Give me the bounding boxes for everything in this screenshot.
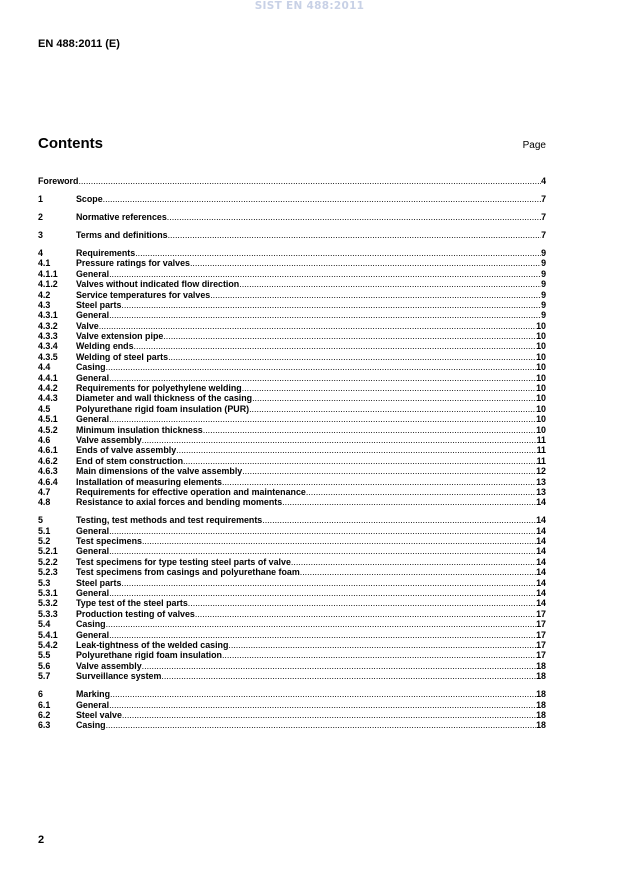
toc-dot-leader (228, 640, 536, 650)
toc-entry-title: Valve assembly (76, 434, 142, 445)
toc-entry-title: Service temperatures for valves (76, 289, 211, 300)
contents-title: Contents (38, 135, 103, 152)
toc-entry-page: 14 (536, 567, 546, 578)
toc-entry-number: 4.3.3 (38, 331, 58, 342)
toc-dot-leader (163, 331, 536, 341)
toc-entry-number: 5.2 (38, 536, 51, 547)
toc-entry-title: Test specimens for type testing steel parts of valve (76, 556, 291, 567)
table-of-contents (38, 176, 546, 731)
toc-entry-page: 10 (536, 403, 546, 414)
toc-entry-page: 18 (536, 720, 546, 731)
toc-entry-title: Valves without indicated flow direction (76, 279, 240, 290)
toc-entry-title: Requirements (76, 247, 136, 258)
toc-dot-leader (168, 352, 536, 362)
toc-entry[interactable] (38, 487, 546, 497)
toc-entry-title: Normative references (76, 211, 167, 222)
toc-entry-page: 18 (536, 709, 546, 720)
toc-dot-leader (190, 258, 541, 268)
toc-entry-page: 17 (536, 639, 546, 650)
toc-entry-number: 4.4.2 (38, 383, 58, 394)
toc-entry-page: 14 (536, 598, 546, 609)
toc-entry[interactable] (38, 578, 546, 588)
toc-entry-title: General (76, 268, 110, 279)
toc-entry-number: 5.5 (38, 650, 51, 661)
toc-entry-number: 5.4.1 (38, 629, 58, 640)
toc-entry-number: 4.1.1 (38, 268, 58, 279)
toc-entry[interactable] (38, 362, 546, 372)
toc-dot-leader (242, 383, 536, 393)
toc-entry-number: 4.6.4 (38, 476, 58, 487)
toc-entry-page: 18 (536, 671, 546, 682)
toc-entry[interactable] (38, 321, 546, 331)
toc-dot-leader (300, 567, 536, 577)
toc-entry-title: Scope (76, 193, 103, 204)
toc-entry-number: 2 (38, 211, 43, 222)
toc-entry-title: Valve extension pipe (76, 331, 164, 342)
toc-entry-title: Leak-tightness of the welded casing (76, 639, 229, 650)
toc-entry-title: Requirements for polyethylene welding (76, 383, 242, 394)
toc-entry-page: 13 (536, 476, 546, 487)
toc-entry-number: 5.3.2 (38, 598, 58, 609)
toc-entry-number: 4 (38, 247, 43, 258)
toc-entry-title: Terms and definitions (76, 229, 168, 240)
toc-dot-leader (249, 404, 536, 414)
toc-entry[interactable] (38, 248, 546, 258)
toc-entry-page: 18 (536, 699, 546, 710)
toc-dot-leader (103, 194, 541, 204)
toc-entry-page: 9 (541, 289, 546, 300)
toc-entry[interactable] (38, 331, 546, 341)
toc-dot-leader (142, 536, 536, 546)
toc-entry-page: 4 (541, 176, 546, 186)
toc-entry-number: 4.6.2 (38, 455, 58, 466)
toc-entry[interactable] (38, 710, 546, 720)
toc-entry-page: 14 (536, 536, 546, 547)
toc-entry-number: 5 (38, 515, 43, 526)
toc-entry[interactable] (38, 194, 546, 204)
document-id: EN 488:2011 (E) (38, 38, 120, 50)
toc-entry-page: 17 (536, 650, 546, 661)
toc-entry[interactable] (38, 393, 546, 403)
toc-entry-number: 5.3.1 (38, 588, 58, 599)
toc-entry-number: 4.7 (38, 486, 51, 497)
toc-entry[interactable] (38, 536, 546, 546)
toc-entry-number: 4.6.3 (38, 466, 58, 477)
toc-entry-title: General (76, 310, 110, 321)
toc-entry[interactable] (38, 720, 546, 730)
toc-entry-page: 9 (541, 299, 546, 310)
toc-entry-page: 10 (536, 362, 546, 373)
toc-entry-number: 4.6.1 (38, 445, 58, 456)
toc-entry-title: Welding of steel parts (76, 351, 169, 362)
toc-dot-leader (110, 689, 536, 699)
toc-entry-page: 10 (536, 341, 546, 352)
toc-entry[interactable] (38, 640, 546, 650)
toc-entry-page: 7 (541, 193, 546, 204)
toc-entry-page: 10 (536, 331, 546, 342)
toc-entry-title: Valve assembly (76, 660, 142, 671)
toc-dot-leader (262, 515, 536, 525)
toc-entry-page: 10 (536, 320, 546, 331)
toc-entry[interactable] (38, 341, 546, 351)
toc-entry-title: Resistance to axial forces and bending moments (76, 497, 283, 508)
toc-dot-leader (106, 619, 537, 629)
toc-dot-leader (176, 445, 536, 455)
toc-entry-title: Foreword (38, 176, 79, 186)
toc-dot-leader (168, 230, 542, 240)
toc-entry-number: 6.3 (38, 720, 51, 731)
toc-dot-leader (121, 300, 541, 310)
toc-dot-leader (183, 456, 537, 466)
toc-entry-page: 7 (541, 229, 546, 240)
toc-dot-leader (106, 720, 537, 730)
toc-dot-leader (122, 710, 536, 720)
toc-dot-leader (109, 588, 536, 598)
toc-dot-leader (78, 176, 541, 186)
toc-entry-page: 12 (536, 466, 546, 477)
toc-entry-title: Valve (76, 320, 99, 331)
watermark: SIST EN 488:2011 (254, 0, 365, 12)
toc-entry-title: Main dimensions of the valve assembly (76, 466, 243, 477)
toc-entry-title: Type test of the steel parts (76, 598, 188, 609)
toc-entry[interactable] (38, 466, 546, 476)
toc-entry-page: 11 (536, 434, 546, 445)
toc-entry-page: 11 (536, 455, 546, 466)
toc-entry-number: 4.5.2 (38, 424, 58, 435)
toc-entry-number: 4.4 (38, 362, 51, 373)
toc-entry[interactable] (38, 567, 546, 577)
toc-entry-number: 4.5.1 (38, 414, 58, 425)
toc-entry-title: Casing (76, 720, 106, 731)
toc-entry[interactable] (38, 269, 546, 279)
toc-entry-number: 5.2.2 (38, 556, 58, 567)
toc-entry-title: Requirements for effective operation and maintenance (76, 486, 306, 497)
toc-entry-title: Test specimens (76, 536, 142, 547)
toc-entry[interactable] (38, 526, 546, 536)
toc-entry-page: 14 (536, 546, 546, 557)
toc-entry[interactable] (38, 445, 546, 455)
toc-dot-leader (188, 598, 536, 608)
toc-entry[interactable] (38, 598, 546, 608)
toc-dot-leader (222, 650, 536, 660)
toc-entry-number: 5.4 (38, 619, 51, 630)
toc-entry-page: 14 (536, 515, 546, 526)
toc-entry-title: Test specimens from casings and polyurethane foam (76, 567, 300, 578)
toc-entry[interactable] (38, 373, 546, 383)
toc-entry[interactable] (38, 279, 546, 289)
toc-entry-number: 4.4.1 (38, 372, 58, 383)
toc-entry-page: 9 (541, 310, 546, 321)
toc-entry-page: 9 (541, 279, 546, 290)
toc-entry[interactable] (38, 383, 546, 393)
toc-entry-number: 4.4.3 (38, 393, 58, 404)
toc-dot-leader (161, 671, 536, 681)
toc-dot-leader (142, 435, 537, 445)
toc-entry-number: 6 (38, 689, 43, 700)
toc-dot-leader (291, 557, 536, 567)
toc-entry[interactable] (38, 630, 546, 640)
toc-entry-title: Steel valve (76, 709, 122, 720)
toc-dot-leader (210, 290, 541, 300)
toc-entry-number: 4.1.2 (38, 279, 58, 290)
toc-entry-number: 4.5 (38, 403, 51, 414)
toc-entry-title: Production testing of valves (76, 608, 195, 619)
toc-entry-number: 5.2.1 (38, 546, 58, 557)
toc-dot-leader (109, 526, 536, 536)
toc-dot-leader (109, 546, 536, 556)
toc-dot-leader (106, 362, 537, 372)
toc-dot-leader (109, 630, 536, 640)
toc-entry-number: 5.3 (38, 577, 51, 588)
toc-entry-number: 4.8 (38, 497, 51, 508)
toc-entry-title: General (76, 372, 110, 383)
toc-entry-page: 18 (536, 689, 546, 700)
toc-entry-title: General (76, 629, 110, 640)
toc-entry-page: 10 (536, 351, 546, 362)
toc-entry-title: Testing, test methods and test requirements (76, 515, 263, 526)
toc-entry-number: 4.3.5 (38, 351, 58, 362)
toc-entry-title: General (76, 546, 110, 557)
toc-entry[interactable] (38, 671, 546, 681)
toc-dot-leader (121, 578, 536, 588)
toc-entry-title: Pressure ratings for valves (76, 258, 190, 269)
toc-entry[interactable] (38, 290, 546, 300)
toc-entry-number: 5.4.2 (38, 639, 58, 650)
toc-entry-page: 13 (536, 486, 546, 497)
toc-dot-leader (195, 609, 536, 619)
toc-entry[interactable] (38, 477, 546, 487)
toc-entry-page: 9 (541, 268, 546, 279)
toc-entry-page: 14 (536, 556, 546, 567)
toc-dot-leader (242, 466, 536, 476)
toc-entry-number: 5.7 (38, 671, 51, 682)
toc-entry-page: 17 (536, 608, 546, 619)
toc-entry[interactable] (38, 425, 546, 435)
toc-entry[interactable] (38, 689, 546, 699)
toc-entry-title: Installation of measuring elements (76, 476, 222, 487)
toc-entry-number: 6.1 (38, 699, 51, 710)
toc-dot-leader (99, 321, 536, 331)
toc-entry-page: 10 (536, 414, 546, 425)
toc-dot-leader (282, 497, 536, 507)
toc-entry-page: 9 (541, 247, 546, 258)
page-column-label: Page (522, 140, 546, 151)
toc-entry[interactable] (38, 230, 546, 240)
toc-dot-leader (142, 661, 536, 671)
toc-entry-number: 6.2 (38, 709, 51, 720)
toc-entry-title: Minimum insulation thickness (76, 424, 203, 435)
toc-entry-title: Steel parts (76, 577, 122, 588)
toc-entry[interactable] (38, 557, 546, 567)
toc-entry-page: 14 (536, 588, 546, 599)
toc-dot-leader (109, 373, 536, 383)
toc-entry-page: 17 (536, 619, 546, 630)
toc-entry-number: 4.3 (38, 299, 51, 310)
toc-entry-title: Polyurethane rigid foam insulation (PUR) (76, 403, 250, 414)
toc-entry[interactable] (38, 700, 546, 710)
toc-entry[interactable] (38, 619, 546, 629)
toc-entry-number: 3 (38, 229, 43, 240)
toc-entry-title: Casing (76, 619, 106, 630)
toc-entry[interactable] (38, 456, 546, 466)
toc-entry[interactable] (38, 310, 546, 320)
toc-entry-title: Ends of valve assembly (76, 445, 177, 456)
toc-entry[interactable] (38, 414, 546, 424)
toc-dot-leader (306, 487, 536, 497)
toc-entry-number: 5.6 (38, 660, 51, 671)
toc-entry-title: General (76, 588, 110, 599)
toc-entry[interactable] (38, 404, 546, 414)
toc-entry-title: Polyurethane rigid foam insulation (76, 650, 222, 661)
toc-entry[interactable] (38, 515, 546, 525)
toc-entry[interactable] (38, 546, 546, 556)
toc-entry-number: 4.3.4 (38, 341, 58, 352)
toc-dot-leader (252, 393, 536, 403)
toc-entry[interactable] (38, 176, 546, 186)
toc-entry-page: 14 (536, 525, 546, 536)
toc-entry[interactable] (38, 650, 546, 660)
toc-entry-number: 4.1 (38, 258, 51, 269)
toc-dot-leader (109, 414, 536, 424)
toc-entry[interactable] (38, 352, 546, 362)
toc-entry-title: Welding ends (76, 341, 134, 352)
toc-entry-number: 5.1 (38, 525, 51, 536)
toc-entry-title: General (76, 525, 110, 536)
toc-entry-title: Casing (76, 362, 106, 373)
toc-entry-title: Surveillance system (76, 671, 162, 682)
toc-entry[interactable] (38, 212, 546, 222)
toc-entry-page: 14 (536, 497, 546, 508)
toc-entry-number: 4.2 (38, 289, 51, 300)
toc-dot-leader (203, 425, 536, 435)
toc-entry-page: 10 (536, 424, 546, 435)
toc-entry[interactable] (38, 258, 546, 268)
toc-entry[interactable] (38, 435, 546, 445)
toc-dot-leader (239, 279, 541, 289)
toc-entry[interactable] (38, 497, 546, 507)
toc-entry-title: General (76, 414, 110, 425)
toc-entry-number: 5.3.3 (38, 608, 58, 619)
toc-dot-leader (109, 310, 541, 320)
toc-dot-leader (222, 477, 536, 487)
toc-dot-leader (134, 341, 537, 351)
toc-dot-leader (109, 700, 536, 710)
toc-entry[interactable] (38, 300, 546, 310)
toc-entry-page: 9 (541, 258, 546, 269)
toc-entry-number: 4.6 (38, 434, 51, 445)
toc-entry-number: 5.2.3 (38, 567, 58, 578)
toc-dot-leader (135, 248, 541, 258)
toc-entry-number: 4.3.2 (38, 320, 58, 331)
toc-dot-leader (167, 212, 541, 222)
toc-entry-title: Diameter and wall thickness of the casing (76, 393, 253, 404)
toc-entry-page: 18 (536, 660, 546, 671)
toc-entry[interactable] (38, 609, 546, 619)
toc-entry-page: 10 (536, 372, 546, 383)
toc-entry-number: 4.3.1 (38, 310, 58, 321)
toc-dot-leader (109, 269, 541, 279)
toc-entry-page: 14 (536, 577, 546, 588)
toc-entry-title: Steel parts (76, 299, 122, 310)
toc-entry[interactable] (38, 661, 546, 671)
toc-entry-page: 10 (536, 393, 546, 404)
toc-entry-page: 17 (536, 629, 546, 640)
toc-entry-title: End of stem construction (76, 455, 183, 466)
toc-entry[interactable] (38, 588, 546, 598)
toc-entry-number: 1 (38, 193, 43, 204)
toc-entry-page: 7 (541, 211, 546, 222)
toc-entry-title: Marking (76, 689, 111, 700)
toc-entry-page: 11 (536, 445, 546, 456)
page-number: 2 (38, 834, 45, 846)
toc-entry-page: 10 (536, 383, 546, 394)
toc-entry-title: General (76, 699, 110, 710)
